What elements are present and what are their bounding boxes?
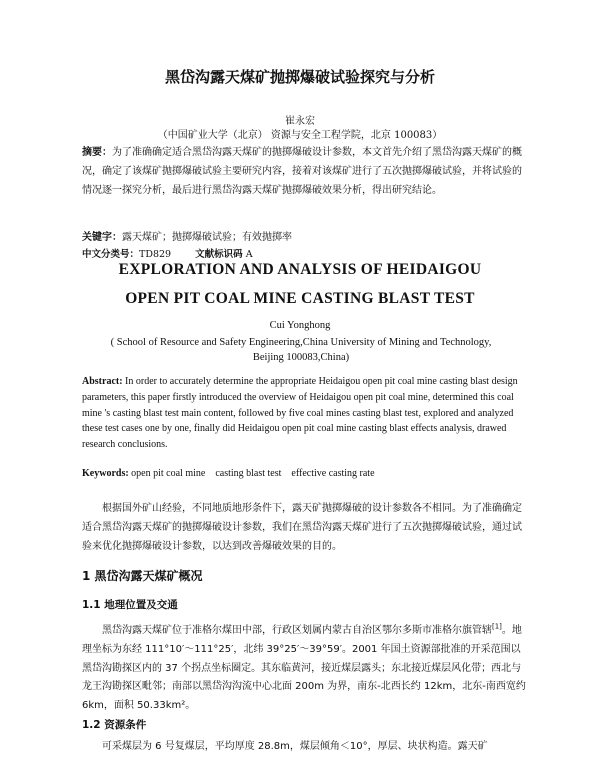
affiliation-cn: （中国矿业大学（北京） 资源与安全工程学院，北京 100083） [157,130,443,141]
abstract-cn-label: 摘要： [82,147,112,158]
affiliation-en: ( School of Resource and Safety Engineering,China University of Mining and Technology, Beijing 100083,China) [110,337,492,363]
section-1-1-heading: 1.1 地理位置及交通 [82,599,178,611]
author-name-cn: 崔永宏 [285,116,315,127]
abstract-cn [82,144,530,200]
author-name-en: Cui Yonghong [269,320,331,331]
doc-code-label: 文献标识码 [195,249,243,260]
abstract-en-text: In order to accurately determine the appropriate Heidaigou open pit coal mine casting blast design parameters, this paper firstly introduced the overview of Heidaigou open pit coal mine, determined this coal mine 's casting blast test main content, followed by five coal mines casting blast test, explored and analyzed these test cases one by one, finally did Heidaigou open pit coal mine casting blast effects analysis, drawed research conclusions. [82,376,518,451]
classification-line [82,246,530,260]
doc-code-value: A [245,249,253,260]
paper-title-en-line2: OPEN PIT COAL MINE CASTING BLAST TEST [125,290,475,307]
paper-title-cn: 黑岱沟露天煤矿抛掷爆破试验探究与分析 [164,68,435,86]
keywords-cn [82,228,530,243]
class-no-label: 中文分类号： [82,249,140,260]
keywords-cn-label: 关键字： [82,232,122,243]
abstract-en-label: Abstract: [82,376,123,387]
section-1-2-heading: 1.2 资源条件 [82,719,147,731]
intro-paragraph: 根据国外矿山经验，不同地质地形条件下，露天矿抛掷爆破的设计参数各不相同。为了准确确定适合黑岱沟露天煤矿的抛掷爆破设计参数，我们在黑岱沟露天煤矿进行了五次抛掷爆破试验，通过试验来优化抛掷爆破设计参数，以达到改善爆破效果的目的。 [82,503,522,552]
section-1-1-text-b: 。地理坐标为东经 111°10′～111°25′，北纬 39°25′～39°59′。2001 年国土资源部批准的开采范围以黑岱沟勘探区内的 37 个拐点坐标圈定。其东临黄河，接近煤层露头；东北接近煤层风化带；西北与龙王沟勘探区毗邻；南部以黑岱沟沟流中心北面 200m 为界，南东-北西长约 12km，北东-南西宽约 6km，面积 50.33km²。 [82,625,526,712]
keywords-cn-text: 露天煤矿；抛掷爆破试验；有效抛掷率 [122,232,292,243]
keywords-en [82,468,530,479]
abstract-en [82,374,530,453]
keywords-en-text: open pit coal mine casting blast test effective casting rate [131,468,375,479]
section-1-heading: 1 黑岱沟露天煤矿概况 [82,569,203,583]
section-1-2-paragraph: 可采煤层为 6 号复煤层，平均厚度 28.8m，煤层倾角＜10°，厚层、块状构造。露天矿 [102,741,488,752]
citation-ref: [1] [492,622,502,631]
class-no-value: TD829 [139,249,172,260]
keywords-en-label: Keywords: [82,468,129,479]
abstract-cn-text: 为了准确确定适合黑岱沟露天煤矿的抛掷爆破设计参数，本文首先介绍了黑岱沟露天煤矿的概况，确定了该煤矿抛掷爆破试验主要研究内容，接着对该煤矿进行了五次抛掷爆破试验，并将试验的情况逐一探究分析，最后进行黑岱沟露天煤矿抛掷爆破效果分析，得出研究结论。 [82,147,522,196]
section-1-1-text-a: 黑岱沟露天煤矿位于准格尔煤田中部，行政区划属内蒙古自治区鄂尔多斯市准格尔旗管辖 [102,625,492,636]
section-1-1-paragraph [82,622,530,716]
paper-title-en-line1: EXPLORATION AND ANALYSIS OF HEIDAIGOU [118,261,482,278]
